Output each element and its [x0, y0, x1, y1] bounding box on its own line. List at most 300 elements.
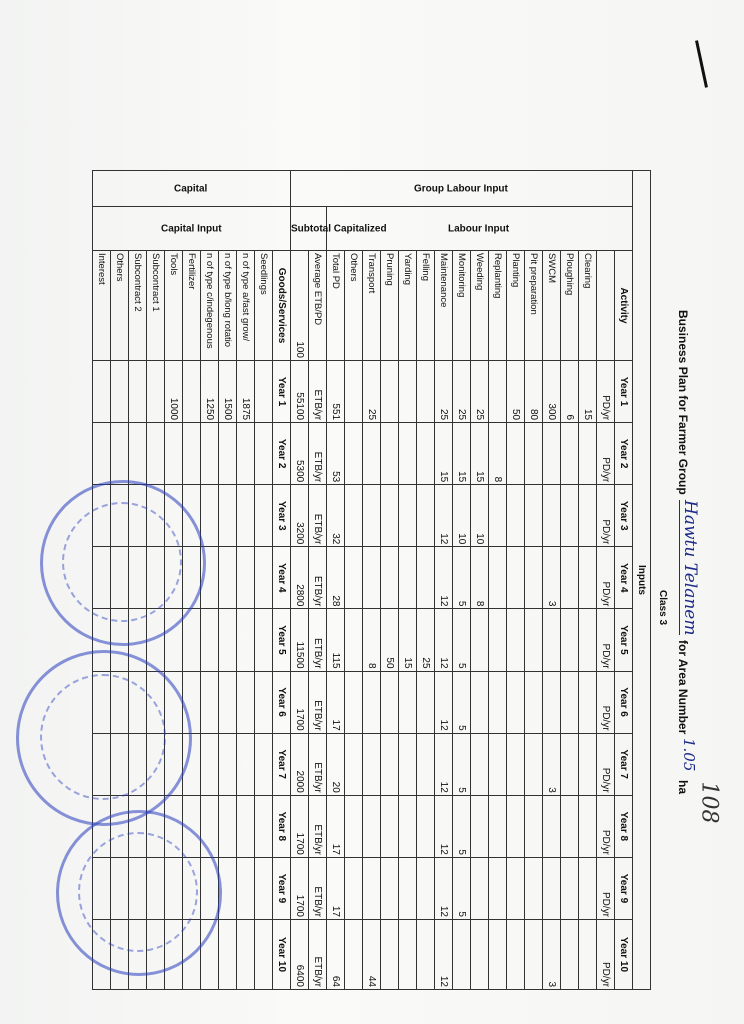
- capital-value: [237, 733, 255, 795]
- class-label: Class 3: [657, 590, 668, 626]
- labour-value: [345, 671, 363, 733]
- capital-value: [111, 423, 129, 485]
- labour-value: [561, 547, 579, 609]
- subtotal-units-row: [309, 171, 327, 990]
- labour-value: [399, 795, 417, 857]
- area-handwritten: 1.05: [680, 738, 698, 772]
- unit-cell: PD/yr: [597, 423, 615, 485]
- labour-value: 12: [435, 919, 453, 989]
- labour-value: [507, 795, 525, 857]
- activity-label: Pit preparation: [525, 251, 543, 361]
- plan-title: Business Plan for Farmer Group: [676, 310, 690, 495]
- labour-value: [381, 361, 399, 423]
- inputs-header-row: [633, 171, 651, 990]
- unit-cell: PD/yr: [597, 795, 615, 857]
- capital-row: [255, 171, 273, 990]
- labour-value: [543, 423, 561, 485]
- capital-value: [237, 795, 255, 857]
- capital-item-label: Subcontract 2: [129, 251, 147, 361]
- capital-value: [201, 671, 219, 733]
- labour-value: [345, 485, 363, 547]
- year-header: Year 5: [615, 609, 633, 671]
- labour-row: [363, 171, 381, 990]
- labour-value: 5: [453, 795, 471, 857]
- area-label: for Area Number: [676, 640, 690, 735]
- labour-row: [417, 171, 435, 990]
- subtotal-value: 5300: [291, 423, 309, 485]
- labour-value: [399, 733, 417, 795]
- average-unit: ETB/yr: [309, 919, 327, 989]
- labour-row: [489, 171, 507, 990]
- labour-value: [561, 671, 579, 733]
- unit-cell: PD/yr: [597, 485, 615, 547]
- labour-value: 5: [453, 857, 471, 919]
- labour-value: [525, 733, 543, 795]
- year-header: Year 4: [615, 547, 633, 609]
- capital-value: [165, 423, 183, 485]
- capital-value: [237, 423, 255, 485]
- capital-value: [237, 671, 255, 733]
- labour-value: [579, 423, 597, 485]
- capital-value: [93, 423, 111, 485]
- labour-value: [525, 919, 543, 989]
- labour-value: [489, 733, 507, 795]
- labour-value: [471, 733, 489, 795]
- average-unit: ETB/yr: [309, 423, 327, 485]
- year-header: Year 2: [615, 423, 633, 485]
- capital-value: [219, 485, 237, 547]
- activity-label: Felling: [417, 251, 435, 361]
- labour-value: [561, 609, 579, 671]
- capital-value: [255, 919, 273, 989]
- capital-value: [219, 609, 237, 671]
- labour-value: 64: [327, 919, 345, 989]
- labour-value: 32: [327, 485, 345, 547]
- capital-year-header: Year 9: [273, 857, 291, 919]
- labour-value: [345, 609, 363, 671]
- capital-value: [129, 423, 147, 485]
- labour-value: 25: [435, 361, 453, 423]
- unit-cell: PD/yr: [597, 671, 615, 733]
- capital-value: [93, 361, 111, 423]
- labour-value: [525, 671, 543, 733]
- official-stamp-2-inner: [40, 674, 166, 800]
- activity-label: SWCM: [543, 251, 561, 361]
- capital-value: [237, 857, 255, 919]
- labour-value: 5: [453, 733, 471, 795]
- labour-value: [417, 423, 435, 485]
- capital-item-label: Tools: [165, 251, 183, 361]
- year-header: Year 3: [615, 485, 633, 547]
- subtotal-capitalized-label: Subtotal Capitalized: [291, 207, 327, 251]
- capital-item-label: Others: [111, 251, 129, 361]
- labour-value: [489, 919, 507, 989]
- subtotal-values-row: [291, 171, 309, 990]
- labour-value: [561, 919, 579, 989]
- average-label: Average ETB/PD: [309, 251, 327, 361]
- capital-value: [255, 795, 273, 857]
- capital-input-heading: Capital Input: [93, 207, 291, 251]
- labour-value: [345, 919, 363, 989]
- capital-value: [255, 423, 273, 485]
- average-unit: ETB/yr: [309, 671, 327, 733]
- labour-value: [363, 547, 381, 609]
- labour-value: [579, 857, 597, 919]
- labour-value: [363, 671, 381, 733]
- capital-value: [237, 919, 255, 989]
- labour-row: [579, 171, 597, 990]
- activity-label: Yarding: [399, 251, 417, 361]
- official-stamp-1-inner: [62, 502, 182, 622]
- capital-value: [255, 485, 273, 547]
- labour-value: 115: [327, 609, 345, 671]
- labour-value: 15: [399, 609, 417, 671]
- labour-value: 12: [435, 485, 453, 547]
- labour-value: [417, 361, 435, 423]
- labour-value: [525, 609, 543, 671]
- capital-value: [201, 609, 219, 671]
- capital-value: [255, 609, 273, 671]
- subtotal-value: 1700: [291, 795, 309, 857]
- labour-value: [561, 857, 579, 919]
- labour-value: [507, 671, 525, 733]
- average-unit: ETB/yr: [309, 361, 327, 423]
- labour-value: [579, 671, 597, 733]
- subtotal-value: 55100: [291, 361, 309, 423]
- column-header-row: [615, 171, 633, 990]
- labour-value: [417, 857, 435, 919]
- labour-value: [507, 609, 525, 671]
- labour-value: 551: [327, 361, 345, 423]
- inputs-heading: Inputs: [633, 171, 651, 990]
- year-header: Year 7: [615, 733, 633, 795]
- labour-value: 15: [579, 361, 597, 423]
- subtotal-value: 1700: [291, 857, 309, 919]
- capital-value: [183, 423, 201, 485]
- labour-value: 5: [453, 671, 471, 733]
- labour-value: 12: [435, 795, 453, 857]
- labour-value: [417, 547, 435, 609]
- labour-value: 5: [453, 547, 471, 609]
- average-unit: ETB/yr: [309, 733, 327, 795]
- capital-value: [237, 609, 255, 671]
- subtotal-value: 1700: [291, 671, 309, 733]
- capital-value: [111, 361, 129, 423]
- labour-value: [381, 733, 399, 795]
- labour-value: 5: [453, 609, 471, 671]
- capital-item-label: n of type a/fast grow/: [237, 251, 255, 361]
- unit-cell: PD/yr: [597, 609, 615, 671]
- labour-value: [417, 919, 435, 989]
- capital-value: [183, 361, 201, 423]
- labour-value: 15: [471, 423, 489, 485]
- labour-row: [399, 171, 417, 990]
- capital-value: [219, 733, 237, 795]
- capital-item-label: Fertilizer: [183, 251, 201, 361]
- labour-value: [417, 485, 435, 547]
- capital-value: [129, 361, 147, 423]
- unit-spacer: [597, 251, 615, 361]
- labour-value: [471, 919, 489, 989]
- unit-cell: PD/yr: [597, 547, 615, 609]
- activity-label: Pruning: [381, 251, 399, 361]
- labour-value: [345, 423, 363, 485]
- labour-value: [381, 795, 399, 857]
- labour-value: [399, 547, 417, 609]
- labour-value: [345, 733, 363, 795]
- labour-value: 8: [471, 547, 489, 609]
- activity-label: Ploughing: [561, 251, 579, 361]
- capital-value: [219, 671, 237, 733]
- average-value: 100: [291, 251, 309, 361]
- unit-cell: PD/yr: [597, 857, 615, 919]
- capital-year-header: Year 4: [273, 547, 291, 609]
- labour-value: 25: [471, 361, 489, 423]
- labour-value: [525, 547, 543, 609]
- capital-value: 1875: [237, 361, 255, 423]
- capital-value: 1250: [201, 361, 219, 423]
- capital-value: [201, 423, 219, 485]
- labour-value: [507, 485, 525, 547]
- labour-value: 28: [327, 547, 345, 609]
- capital-value: [147, 423, 165, 485]
- labour-value: [345, 795, 363, 857]
- labour-value: 17: [327, 795, 345, 857]
- labour-value: [561, 423, 579, 485]
- capital-value: 1500: [219, 361, 237, 423]
- average-unit: ETB/yr: [309, 857, 327, 919]
- activity-label: Planting: [507, 251, 525, 361]
- labour-value: [399, 423, 417, 485]
- labour-value: [543, 857, 561, 919]
- goods-services-header: Goods/Services: [273, 251, 291, 361]
- unit-cell: PD/yr: [597, 919, 615, 989]
- activity-label: Transport: [363, 251, 381, 361]
- capital-row: [237, 171, 255, 990]
- labour-value: [399, 919, 417, 989]
- labour-value: 3: [543, 547, 561, 609]
- labour-value: [489, 857, 507, 919]
- labour-value: 12: [435, 609, 453, 671]
- capital-value: [237, 547, 255, 609]
- capital-value: 1000: [165, 361, 183, 423]
- capital-item-label: Subcontract 1: [147, 251, 165, 361]
- labour-value: [579, 919, 597, 989]
- labour-value: 8: [489, 423, 507, 485]
- labour-value: [381, 919, 399, 989]
- labour-value: [363, 795, 381, 857]
- labour-row: [525, 171, 543, 990]
- group-name-handwritten: Hawtu Telanem: [680, 500, 700, 636]
- average-unit: ETB/yr: [309, 795, 327, 857]
- labour-row: [381, 171, 399, 990]
- labour-value: [507, 547, 525, 609]
- capital-value: [147, 361, 165, 423]
- labour-value: 80: [525, 361, 543, 423]
- capital-value: [201, 733, 219, 795]
- labour-value: [363, 857, 381, 919]
- labour-value: [417, 795, 435, 857]
- group-labour-input-heading: Group Labour Input: [291, 171, 633, 207]
- labour-value: [489, 795, 507, 857]
- labour-value: [525, 857, 543, 919]
- labour-value: 25: [363, 361, 381, 423]
- subtotal-value: 2000: [291, 733, 309, 795]
- labour-row: [507, 171, 525, 990]
- capital-value: [219, 547, 237, 609]
- labour-value: [507, 423, 525, 485]
- labour-value: [543, 795, 561, 857]
- labour-value: [507, 919, 525, 989]
- labour-value: [525, 795, 543, 857]
- labour-value: [345, 547, 363, 609]
- average-unit: ETB/yr: [309, 609, 327, 671]
- labour-value: [471, 857, 489, 919]
- labour-value: [579, 609, 597, 671]
- activity-label: Replanting: [489, 251, 507, 361]
- labour-value: 12: [435, 671, 453, 733]
- labour-value: 8: [363, 609, 381, 671]
- activity-header: Activity: [615, 251, 633, 361]
- labour-value: [345, 361, 363, 423]
- labour-value: [489, 361, 507, 423]
- labour-value: 6: [561, 361, 579, 423]
- subtotal-value: 3200: [291, 485, 309, 547]
- labour-value: [579, 733, 597, 795]
- labour-value: [399, 671, 417, 733]
- capital-item-label: n of type c/indegenous: [201, 251, 219, 361]
- labour-value: [363, 733, 381, 795]
- activity-label: Maintenance: [435, 251, 453, 361]
- year-header: Year 6: [615, 671, 633, 733]
- labour-value: [579, 795, 597, 857]
- labour-value: [507, 857, 525, 919]
- labour-value: [471, 671, 489, 733]
- activity-label: Total PD: [327, 251, 345, 361]
- capital-value: [255, 361, 273, 423]
- capital-value: [255, 671, 273, 733]
- capital-item-label: Interest: [93, 251, 111, 361]
- capital-year-header: Year 6: [273, 671, 291, 733]
- labour-value: 300: [543, 361, 561, 423]
- labour-value: 10: [453, 485, 471, 547]
- labour-value: [381, 671, 399, 733]
- labour-value: 10: [471, 485, 489, 547]
- labour-row: [435, 171, 453, 990]
- labour-value: 25: [417, 609, 435, 671]
- page-number-handwritten: 108: [696, 781, 722, 824]
- labour-value: [381, 857, 399, 919]
- capital-value: [237, 485, 255, 547]
- capital-item-label: n of type b/long rotatio: [219, 251, 237, 361]
- labour-value: 53: [327, 423, 345, 485]
- labour-value: [471, 609, 489, 671]
- capital-value: [255, 857, 273, 919]
- labour-value: [543, 485, 561, 547]
- capital-value: [201, 485, 219, 547]
- capital-year-header: Year 2: [273, 423, 291, 485]
- labour-row: [543, 171, 561, 990]
- labour-value: [561, 733, 579, 795]
- labour-value: 17: [327, 671, 345, 733]
- labour-row: [345, 171, 363, 990]
- labour-value: [453, 919, 471, 989]
- labour-value: 17: [327, 857, 345, 919]
- labour-value: [381, 485, 399, 547]
- labour-value: [363, 423, 381, 485]
- labour-input-heading: Labour Input: [327, 207, 633, 251]
- capital-value: [255, 547, 273, 609]
- subtotal-value: 11500: [291, 609, 309, 671]
- unit-cell: PD/yr: [597, 733, 615, 795]
- labour-value: [471, 795, 489, 857]
- official-stamp-3-inner: [78, 832, 198, 952]
- labour-value: [489, 485, 507, 547]
- labour-row: [561, 171, 579, 990]
- labour-value: 25: [453, 361, 471, 423]
- labour-value: [489, 547, 507, 609]
- labour-value: [399, 361, 417, 423]
- labour-value: 3: [543, 919, 561, 989]
- unit-row: [597, 171, 615, 990]
- capital-year-header: Year 3: [273, 485, 291, 547]
- labour-value: [489, 609, 507, 671]
- capital-year-header: Year 10: [273, 919, 291, 989]
- labour-value: [561, 485, 579, 547]
- capital-header-row: [273, 171, 291, 990]
- capital-item-label: Seedlings: [255, 251, 273, 361]
- labour-value: [345, 857, 363, 919]
- labour-value: 50: [507, 361, 525, 423]
- labour-value: [579, 485, 597, 547]
- labour-value: 15: [453, 423, 471, 485]
- labour-value: [525, 485, 543, 547]
- labour-value: [543, 671, 561, 733]
- labour-value: 12: [435, 857, 453, 919]
- area-unit: ha: [676, 780, 690, 795]
- labour-value: [561, 795, 579, 857]
- year-header: Year 10: [615, 919, 633, 989]
- capital-value: [255, 733, 273, 795]
- labour-value: 15: [435, 423, 453, 485]
- labour-value: 44: [363, 919, 381, 989]
- unit-cell: PD/yr: [597, 361, 615, 423]
- labour-value: 3: [543, 733, 561, 795]
- labour-row: [453, 171, 471, 990]
- labour-value: [399, 485, 417, 547]
- capital-value: [219, 919, 237, 989]
- average-unit: ETB/yr: [309, 485, 327, 547]
- subtotal-value: 6400: [291, 919, 309, 989]
- activity-label: Others: [345, 251, 363, 361]
- capital-year-header: Year 1: [273, 361, 291, 423]
- capital-value: [219, 423, 237, 485]
- labour-value: 12: [435, 547, 453, 609]
- labour-value: [417, 671, 435, 733]
- activity-label: Monitoring: [453, 251, 471, 361]
- labour-value: [525, 423, 543, 485]
- average-unit: ETB/yr: [309, 547, 327, 609]
- year-header: Year 8: [615, 795, 633, 857]
- capital-year-header: Year 8: [273, 795, 291, 857]
- capital-year-header: Year 7: [273, 733, 291, 795]
- capital-year-header: Year 5: [273, 609, 291, 671]
- labour-row: [327, 171, 345, 990]
- capital-value: [183, 609, 201, 671]
- labour-value: 20: [327, 733, 345, 795]
- capital-row: [219, 171, 237, 990]
- activity-label: Weeding: [471, 251, 489, 361]
